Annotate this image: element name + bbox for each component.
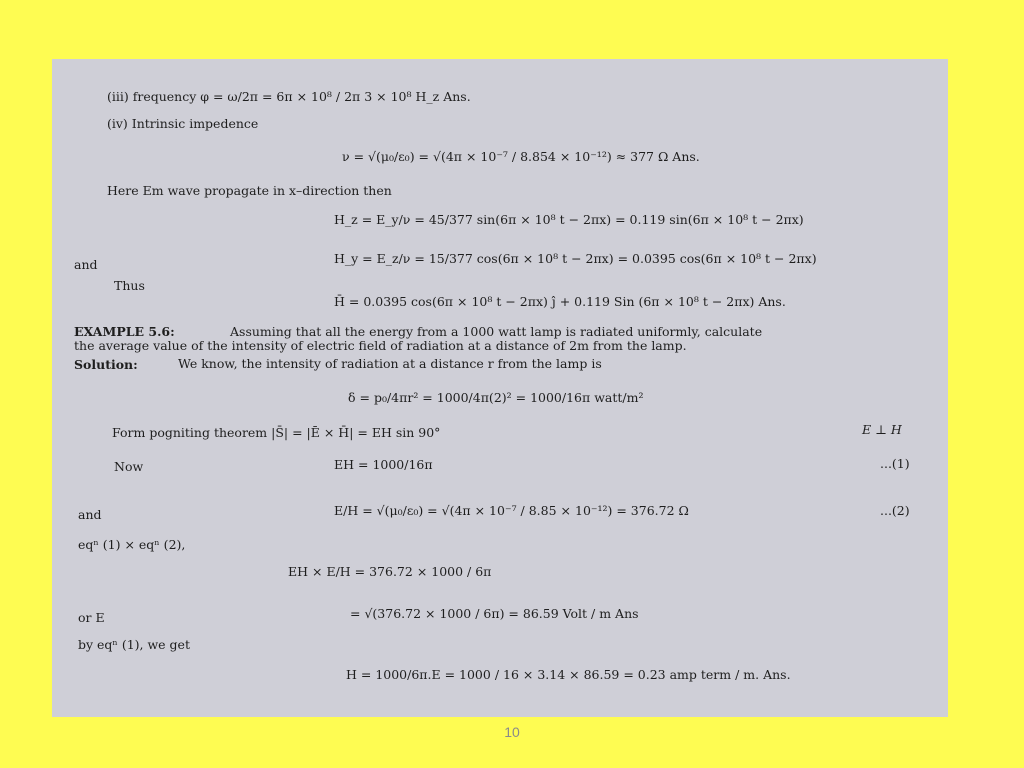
e-over-h-equation: E/H = √(μ₀/ε₀) = √(4π × 10⁻⁷ / 8.85 × 10⁻¹²) = 376.72 Ω — [334, 503, 689, 518]
eh-equation: EH = 1000/16π — [334, 457, 433, 472]
document-page — [52, 59, 948, 717]
product-equation: EH × E/H = 376.72 × 1000 / 6π — [288, 564, 492, 579]
example-label: EXAMPLE 5.6: — [74, 324, 175, 339]
solution-label: Solution: — [74, 357, 138, 372]
poynting-theorem-line: Form pogniting theorem |S̄| = |Ē × H̄| = EH sin 90° — [112, 425, 441, 440]
hz-equation: H_z = E_y/ν = 45/377 sin(6π × 10⁸ t − 2πx) = 0.119 sin(6π × 10⁸ t − 2πx) — [334, 212, 804, 227]
intrinsic-impedance-heading: (iv) Intrinsic impedence — [107, 116, 259, 131]
h-value-equation: H = 1000/6π.E = 1000 / 16 × 3.14 × 86.59 = 0.23 amp term / m. Ans. — [346, 667, 791, 682]
perpendicular-note: E ⊥ H — [862, 422, 902, 437]
eqn-product-label: eqⁿ (1) × eqⁿ (2), — [78, 537, 186, 552]
equation-number-1: ...(1) — [880, 456, 910, 471]
hy-equation: H_y = E_z/ν = 15/377 cos(6π × 10⁸ t − 2πx) = 0.0395 cos(6π × 10⁸ t − 2πx) — [334, 251, 817, 266]
intensity-equation: δ = p₀/4πr² = 1000/4π(2)² = 1000/16π watt/m² — [348, 390, 644, 405]
propagation-text: Here Em wave propagate in x–direction then — [107, 183, 392, 198]
thus-label: Thus — [114, 278, 145, 293]
e-value-equation: = √(376.72 × 1000 / 6π) = 86.59 Volt / m Ans — [350, 606, 639, 621]
example-text-2: the average value of the intensity of electric field of radiation at a distance of 2m from the lamp. — [74, 338, 687, 353]
solution-text: We know, the intensity of radiation at a distance r from the lamp is — [178, 356, 602, 371]
equation-number-2: ...(2) — [880, 503, 910, 518]
example-text-1: Assuming that all the energy from a 1000 watt lamp is radiated uniformly, calculate — [230, 324, 763, 339]
impedance-equation: ν = √(μ₀/ε₀) = √(4π × 10⁻⁷ / 8.854 × 10⁻¹²) ≈ 377 Ω Ans. — [342, 149, 700, 164]
now-label: Now — [114, 459, 144, 474]
or-e-label: or E — [78, 610, 105, 625]
h-vector-equation: H̄ = 0.0395 cos(6π × 10⁸ t − 2πx) ĵ + 0.119 Sin (6π × 10⁸ t − 2πx) Ans. — [334, 294, 786, 309]
and-label-2: and — [78, 507, 102, 522]
frequency-line: (iii) frequency φ = ω/2π = 6π × 10⁸ / 2π 3 × 10⁸ H_z Ans. — [107, 89, 471, 104]
and-label: and — [74, 257, 98, 272]
by-eqn-label: by eqⁿ (1), we get — [78, 637, 190, 652]
page-number: 10 — [504, 724, 520, 740]
